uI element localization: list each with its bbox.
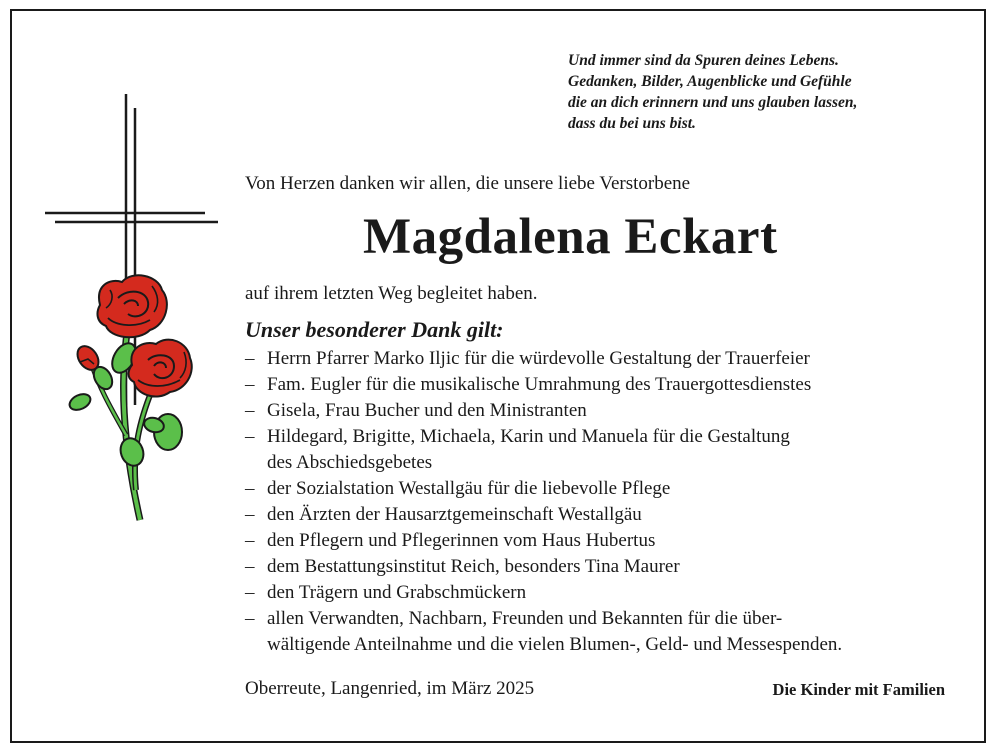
list-dash: – [245,556,255,577]
thanks-heading: Unser besonderer Dank gilt: [245,317,504,342]
list-item-text: Gisela, Frau Bucher und den Ministranten [267,400,587,421]
intro-text: Von Herzen danken wir allen, die unsere liebe Verstorbene [245,173,691,194]
list-item [245,528,965,554]
deceased-name: Magdalena Eckart [363,209,778,265]
poem-line: die an dich erinnern und uns glauben lassen, [568,94,858,111]
place-date: Oberreute, Langenried, im März 2025 [245,678,535,699]
list-dash: – [245,400,255,421]
list-dash: – [245,426,255,447]
signed-by: Die Kinder mit Familien [772,680,945,699]
list-item-text: Hildegard, Brigitte, Michaela, Karin und Manuela für die Gestaltung [267,426,790,447]
list-dash: – [245,348,255,369]
list-item-text: dem Bestattungsinstitut Reich, besonders Tina Maurer [267,556,680,577]
list-dash: – [245,608,255,629]
list-item [245,372,965,398]
thanks-list [245,346,965,658]
list-item-text: der Sozialstation Westallgäu für die liebevolle Pflege [267,478,671,499]
list-item-text: den Ärzten der Hausarztgemeinschaft Westallgäu [267,504,642,525]
poem-line: dass du bei uns bist. [568,115,696,132]
list-item-continuation: wältigende Anteilnahme und die vielen Blumen-, Geld- und Messespenden. [267,634,843,655]
list-dash: – [245,374,255,395]
list-item [245,424,965,476]
after-name-text: auf ihrem letzten Weg begleitet haben. [245,283,538,304]
list-item-text: Fam. Eugler für die musikalische Umrahmung des Trauergottesdienstes [267,374,812,395]
list-item-continuation: des Abschiedsgebetes [267,452,433,473]
list-dash: – [245,582,255,603]
list-item [245,476,965,502]
poem-quote [568,50,968,134]
cross-with-roses-icon [40,90,225,560]
list-item [245,346,965,372]
list-item [245,580,965,606]
list-dash: – [245,530,255,551]
list-item [245,554,965,580]
list-item [245,398,965,424]
list-item [245,606,965,658]
list-item-text: den Pflegern und Pflegerinnen vom Haus Hubertus [267,530,656,551]
list-dash: – [245,504,255,525]
list-item-text: allen Verwandten, Nachbarn, Freunden und Bekannten für die über- [267,608,783,629]
list-item-text: den Trägern und Grabschmückern [267,582,527,603]
poem-line: Gedanken, Bilder, Augenblicke und Gefühle [568,73,852,90]
poem-line: Und immer sind da Spuren deines Lebens. [568,52,839,69]
list-dash: – [245,478,255,499]
list-item [245,502,965,528]
list-item-text: Herrn Pfarrer Marko Iljic für die würdevolle Gestaltung der Trauerfeier [267,348,810,369]
